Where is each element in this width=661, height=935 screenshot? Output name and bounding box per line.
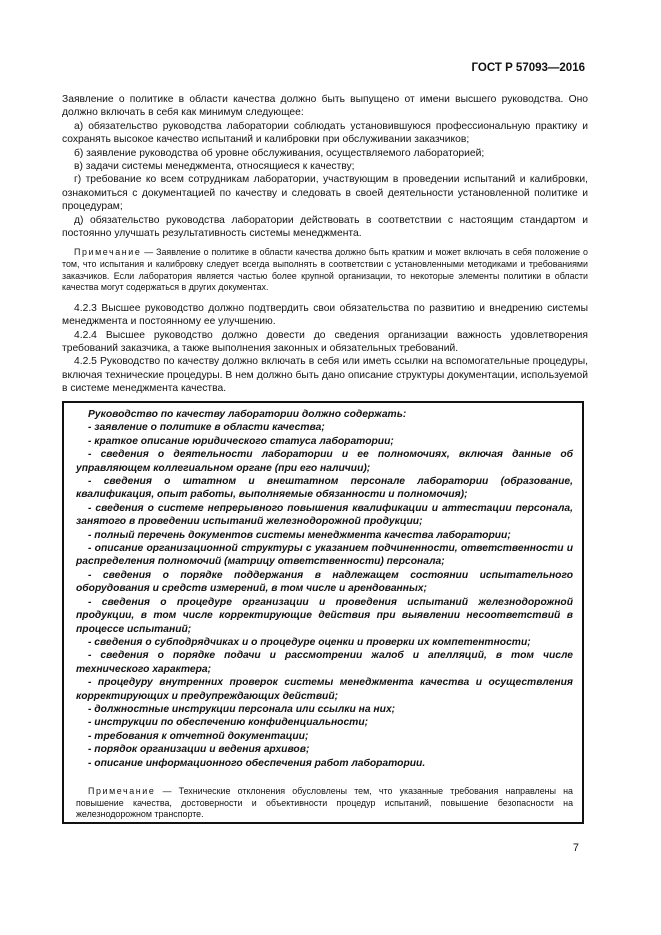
policy-item: а) обязательство руководства лаборатории соблюдать установившуюся профессиональную практику и сохранять высокое качество испытаний и калибровки при обслуживании заказчиков; [62,120,588,146]
requirements-heading: Руководство по качеству лаборатории должно содержать: [88,409,407,420]
section-4-2-4: 4.2.4 Высшее руководство должно довести до сведения организации важность удовлетворения требований заказчика, а также выполнения законных и обязательных требований. [62,329,588,355]
note-text: — Заявление о политике в области качества должно быть кратким и может включать в себя положение о том, что испытания и калибровку следует всегда выполнять в соответствии с установленными методиками и требованиями заказчиков. Если лаборатория является частью более крупной организации, то некоторые элементы политики в области качества могут содержаться в других документах. [62,247,588,293]
policy-intro: Заявление о политике в области качества должно быть выпущено от имени высшего руководства. Оно должно включать в себя как минимум следующее: [62,94,588,119]
section-4-2-5: 4.2.5 Руководство по качеству должно включать в себя или иметь ссылки на вспомогательные процедуры, включая технические процедуры. В нем должно быть дано описание структуры документации, используемой в системе менеджмента качества. [62,356,588,395]
main-content [62,93,588,396]
requirement-item: - процедуру внутренних проверок системы менеджмента качества и осуществления корректирующих и предупреждающих действий; [76,677,573,702]
requirement-item: - сведения о штатном и внештатном персонале лаборатории (образование, квалификация, опыт работы, выполняемые обязанности и полномочия); [76,476,573,501]
requirement-item: - требования к отчетной документации; [88,730,309,742]
policy-item: б) заявление руководства об уровне обслуживания, осуществляемого лабораторией; [74,147,485,159]
requirement-item: - заявление о политике в области качества; [88,422,325,434]
requirement-item: - описание информационного обеспечения работ лаборатории. [88,757,426,769]
note-label: Примечание [88,785,156,796]
requirement-item: - должностные инструкции персонала или ссылки на них; [88,703,396,715]
requirement-item: - порядок организации и ведения архивов; [88,744,310,756]
requirement-item: - сведения о системе непрерывного повышения квалификации и аттестации персонала, занятого в проведении испытаний железнодорожной продукции; [76,502,573,528]
requirement-item: - описание организационной структуры с указанием подчиненности, ответственности и распределения полномочий (матрицу ответственности) персонала; [76,543,573,568]
policy-item: в) задачи системы менеджмента, относящиеся к качеству; [74,161,355,173]
note-text: — Технические отклонения обусловлены тем, что указанные требования направлены на повышение качества, достоверности и объективности процедур испытаний, повышение безопасности на железнодорожном транспорте. [76,785,573,820]
requirements-box [62,401,584,824]
policy-item: г) требование ко всем сотрудникам лаборатории, участвующим в проведении испытаний и калибровки, ознакомиться с документацией по качеству и следовать в своей деятельности установленной политике и процедурам; [62,174,588,213]
requirement-item: - сведения о порядке подачи и рассмотрении жалоб и апелляций, в том числе технического характера; [76,650,573,675]
note-label: Примечание [74,247,142,258]
requirement-item: - полный перечень документов системы менеджмента качества лаборатории; [88,529,511,541]
requirement-item: - сведения о порядке поддержания в надлежащем состоянии испытательного оборудования и средств измерений, в том числе и арендованных; [76,569,573,595]
policy-item: д) обязательство руководства лаборатории действовать в соответствии с настоящим стандартом и постоянно улучшать результативность системы менеджмента. [62,214,588,240]
requirement-item: - сведения о деятельности лаборатории и ее полномочиях, включая данные об управляющем коллегиальном органе (при его наличии); [76,449,573,474]
standard-code: ГОСТ Р 57093—2016 [471,62,585,74]
policy-note [62,247,588,293]
requirement-item: - сведения о процедуре организации и проведения испытаний железнодорожной продукции, в том числе корректирующие действия при выявлении несоответствий в процессе испытаний; [76,596,573,635]
requirements-note [76,786,573,821]
requirement-item: - инструкции по обеспечению конфиденциальности; [88,717,369,729]
section-4-2-3: 4.2.3 Высшее руководство должно подтвердить свои обязательства по развитию и внедрению системы менеджмента и постоянному ее улучшению. [62,302,588,328]
page-number: 7 [572,842,579,854]
requirement-item: - краткое описание юридического статуса лаборатории; [88,435,394,447]
requirement-item: - сведения о субподрядчиках и о процедуре оценки и проверки их компетентности; [88,636,531,648]
